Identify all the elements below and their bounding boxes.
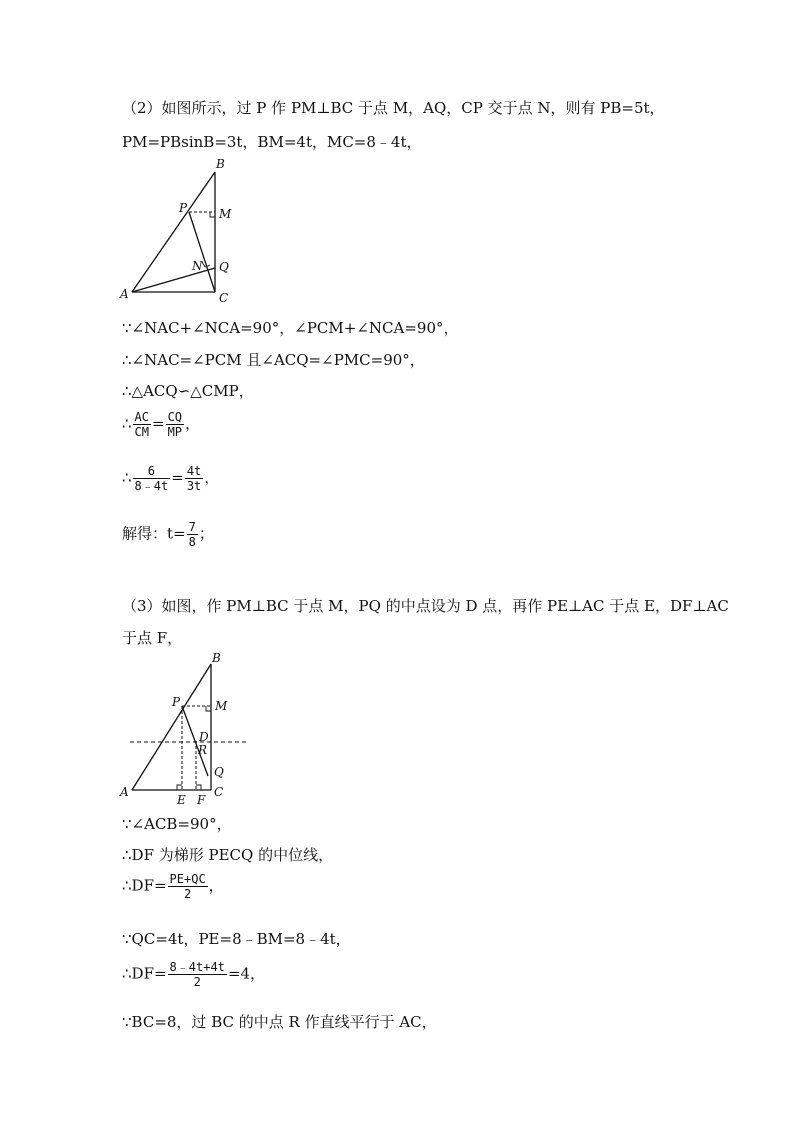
fraction-ac-cm: $\frac{AC}{CM}$ <box>134 410 149 439</box>
label-P: P <box>179 201 188 215</box>
fraction-6-over: $\frac{6}{8﹣4t}$ <box>134 464 169 493</box>
part2-intro-line1: （2）如图所示，过 P 作 PM⊥BC 于点 M，AQ，CP 交于点 N，则有 PB=5t， <box>122 99 665 117</box>
label-P: P <box>172 695 181 709</box>
label-N: N <box>192 259 203 273</box>
fraction-4t-3t: $\frac{4t}{3t}$ <box>186 464 202 493</box>
part2-intro-line2: PM=PBsinB=3t，BM=4t，MC=8﹣4t， <box>122 133 422 151</box>
label-C: C <box>214 785 224 799</box>
part3-step6: ∵BC=8，过 BC 的中点 R 作直线平行于 AC， <box>122 1013 437 1031</box>
line-PC <box>189 212 215 292</box>
label-F: F <box>197 793 206 807</box>
right-angle-M <box>206 706 211 711</box>
figure-part2 <box>118 156 248 306</box>
label-Q: Q <box>219 260 229 274</box>
right-angle-M <box>210 212 215 217</box>
right-angle-E <box>177 785 182 790</box>
fraction-cq-mp: $\frac{CQ}{MP}$ <box>167 410 183 439</box>
line-AB <box>132 172 215 292</box>
part2-step1: ∵∠NAC+∠NCA=90°，∠PCM+∠NCA=90°， <box>122 319 459 337</box>
fraction-7-8: $\frac{7}{8}$ <box>188 520 196 549</box>
label-R: R <box>198 743 208 757</box>
part2-step4: ∴ $\frac{AC}{CM}$ = $\frac{CQ}{MP}$ ， <box>122 410 201 439</box>
label-C: C <box>219 291 229 305</box>
figure-part3 <box>118 652 253 807</box>
label-D: D <box>199 730 209 744</box>
part2-step3: ∴△ACQ∽△CMP， <box>122 382 254 400</box>
part3-step2: ∴DF 为梯形 PECQ 的中位线， <box>122 846 334 864</box>
part2-solution: 解得：t= $\frac{7}{8}$ ； <box>122 520 214 549</box>
part2-step5: ∴ $\frac{6}{8﹣4t}$ = $\frac{4t}{3t}$ ， <box>122 464 220 493</box>
fraction-pe-qc: $\frac{PE+QC}{2}$ <box>169 872 206 901</box>
part3-step5: ∴DF= $\frac{8﹣4t+4t}{2}$ =4， <box>122 960 266 989</box>
part3-step4: ∵QC=4t，PE=8﹣BM=8﹣4t， <box>122 930 351 948</box>
label-E: E <box>177 793 186 807</box>
part3-intro-line2: 于点 F， <box>122 629 183 647</box>
line-AQ <box>132 268 215 292</box>
part3-step1: ∵∠ACB=90°， <box>122 815 232 833</box>
label-M: M <box>219 207 232 221</box>
label-A: A <box>120 287 129 301</box>
label-B: B <box>216 157 225 171</box>
fraction-df-value: $\frac{8﹣4t+4t}{2}$ <box>169 960 225 989</box>
part3-step3: ∴DF= $\frac{PE+QC}{2}$ ， <box>122 872 224 901</box>
label-M: M <box>215 699 228 713</box>
line-AB <box>132 664 211 790</box>
label-Q: Q <box>214 765 224 779</box>
right-angle-F <box>196 785 201 790</box>
label-B: B <box>212 652 221 665</box>
part3-intro-line1: （3）如图，作 PM⊥BC 于点 M，PQ 的中点设为 D 点，再作 PE⊥AC 于点 E，DF⊥AC <box>122 597 729 615</box>
label-A: A <box>120 785 129 799</box>
part2-step2: ∴∠NAC=∠PCM 且∠ACQ=∠PMC=90°， <box>122 351 425 369</box>
